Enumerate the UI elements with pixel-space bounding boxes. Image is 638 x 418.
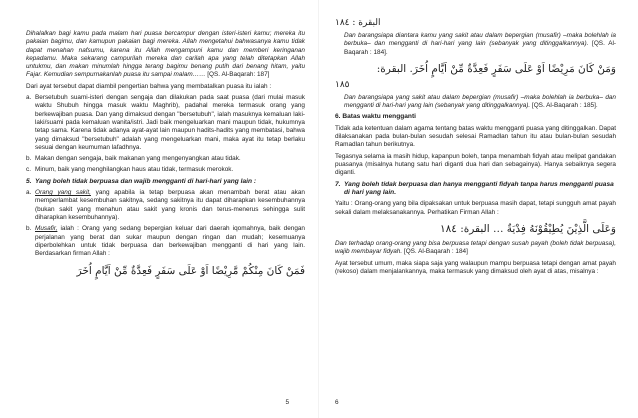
term-sick: Orang yang sakit, bbox=[35, 189, 91, 197]
list-label: b. bbox=[26, 155, 32, 163]
list-label: a. bbox=[26, 189, 32, 197]
verse-translation-text: Dan terhadap orang-orang yang bisa berpuasa tetapi dengan susah payah (boleh tidak berpuasa), wajib membayar fidyah. bbox=[335, 240, 616, 256]
verse-translation-text: Dihalalkan bagi kamu pada malam hari puasa bercampur dengan isteri-isteri kamu; mereka itu pakaian bagimu, dan kamupun pakaian bagi mereka. Allah mengetahui bahwasanya kamu tidak dapat menahan nafsumu, karena itu Allah mengampuni kamu dan memberi keringanan kepadamu. Maka sekarang campurilah mereka dan carilah apa yang telah ditetapkan Allah untukmu, dan makan minumlah hingga terang bagimu benang putih dari benang hitam, yaitu Fajar. Kemudian sempurnakanlah puasa itu sampai malam…… bbox=[26, 30, 305, 79]
list-item bbox=[26, 155, 305, 163]
term-musafir: Musafir, bbox=[35, 225, 58, 233]
paragraph: Ayat tersebut umum, maka siapa saja yang walaupun mampu berpuasa tetapi dengan amat payah (rekoso) dalam menjalankannya, maka termasuk yang dimaksud oleh ayat di atas, misalnya : bbox=[335, 259, 616, 275]
intro-paragraph: Dari ayat tersebut dapat diambil pengertian bahwa yang membatalkan puasa itu ialah : bbox=[26, 82, 272, 90]
verse-reference: [QS. Al-Baqarah : 185]. bbox=[530, 102, 598, 110]
heading-number: 5. bbox=[26, 177, 32, 185]
verse-translation bbox=[26, 30, 305, 80]
list-text: Minum, baik yang menghilangkan haus atau tidak, termasuk merokok. bbox=[35, 166, 234, 174]
page-number: 6 bbox=[335, 399, 339, 406]
verse-reference: [QS. Al-Baqarah: 187] bbox=[205, 71, 270, 79]
heading-number: 7. bbox=[335, 180, 341, 188]
paragraph: Tidak ada ketentuan dalam agama tentang batas waktu mengganti puasa yang ditinggalkan. Dapat dilaksanakan pada bulan-bulan sesudah selesai Ramadlan tahun itu atau bulan-bulan sesudah Ramadlan tahun berikutnya. bbox=[335, 124, 616, 149]
verse-reference: [QS. Al-Baqarah : 184]. bbox=[344, 40, 617, 56]
verse-reference: [QS. Al-Baqarah : 184] bbox=[402, 248, 468, 256]
right-page bbox=[319, 0, 638, 418]
list-text: Makan dengan sengaja, baik makanan yang mengenyangkan atau tidak. bbox=[35, 155, 241, 163]
paragraph: Tegasnya selama ia masih hidup, kapanpun boleh, tanpa menambah fidyah atau melipat gandakan puasanya (misalnya hutang satu hari diganti dua hari dan sebagainya). Hanya sebaiknya segera diganti. bbox=[335, 152, 616, 177]
heading-text: 6. Batas waktu mengganti bbox=[335, 113, 416, 121]
list-label: b. bbox=[26, 225, 32, 233]
page-number: 5 bbox=[285, 399, 289, 406]
verse-translation bbox=[335, 94, 616, 111]
arabic-reference: البقرة : ١٨٤ bbox=[335, 18, 381, 28]
verse-translation-text: Dan barangsiapa diantara kamu yang sakit atau dalam bepergian (musafir) –maka bolehlah ia berbuka– dan mengganti di hari-hari yang lain (sebanyak yang ditinggalkannya). bbox=[344, 32, 616, 48]
list-text: Bersetubuh suami-isteri dengan sengaja dan dilakukan pada saat puasa (dari mulai masuk waktu Shubuh hingga masuk waktu Maghrib), padahal mereka termasuk orang yang berkewajiban puasa. Dan yang dimaksud dengan "bersetubuh", ialah masuknya kemaluan laki-laki/suami pada kemaluan wanita/istri. Jadi baik mengeluarkan mani maupun tidak, hukumnya tetap sama. Karena tidak adanya ayat-ayat lain maupun hadits-hadits yang membatasi, bahwa yang dimaksud "bersetubuh" adalah yang mengeluarkan mani, maka ayat itu tetap berlaku sesuai dengan keumuman lafadhnya. bbox=[35, 94, 305, 151]
section-heading-7 bbox=[335, 181, 616, 198]
right-column bbox=[335, 18, 616, 279]
list-label: a. bbox=[26, 94, 32, 102]
left-column bbox=[26, 30, 305, 282]
list-text bbox=[35, 189, 305, 222]
term-musafir-desc: ialah : Orang yang sedang bepergian keluar dari daerah iqomahnya, baik dengan perjalanan yang berat dan sukar maupun dengan ringan dan mudah; kesemuanya diperbolehkan untuk tidak berpuasa dan berkewajiban mengganti di hari yang lain. Berdasarkan firman Allah : bbox=[35, 225, 305, 258]
list-item-musafir bbox=[26, 225, 305, 258]
list-label: c. bbox=[26, 166, 31, 174]
arabic-verse: وَعَلَى الَّذِيْنَ يُطِيْقُوْنَهُ فِدْيَةٌ … البقرة: ١٨٤ bbox=[439, 223, 616, 236]
list-text bbox=[35, 225, 305, 258]
term-sick-desc: yang apabila ia tetap berpuasa akan menambah berat atau akan memperlambat kesembuhan sakitnya, sedang sakitnya itu dapat diharapkan kesembuhannya (bukan sakit yang menahun atau sakit yang kronis dan terus-menerus sehingga sulit diharapkan kesembuhannya). bbox=[35, 189, 305, 222]
list-item bbox=[26, 94, 305, 152]
heading-text: Yang boleh tidak berpuasa dan hanya mengganti fidyah tanpa harus mengganti puasa di hari yang lain. bbox=[344, 180, 614, 197]
list-item-sick bbox=[26, 189, 305, 222]
arabic-verse-number: ١٨٥ bbox=[335, 79, 350, 90]
heading-text: Yang boleh tidak berpuasa dan wajib mengganti di hari-hari yang lain : bbox=[35, 177, 257, 185]
section-heading-5 bbox=[26, 178, 305, 186]
section-heading-6 bbox=[335, 113, 616, 121]
arabic-verse: وَمَنْ كَانَ مَرِيْضًا اَوْ عَلَى سَفَرٍ فَعِدَّةٌ مِّنْ اَيَّامٍ اُخَرَ. البقرة: bbox=[376, 62, 616, 75]
arabic-verse: فَمَنْ كَانَ مِنْكُمْ مَّرِيْضًا اَوْ عَلَى سَفَرٍ فَعِدَّةٌ مِّنْ اَيَّامٍ اُخَرَ bbox=[76, 264, 305, 277]
verse-translation bbox=[335, 32, 616, 57]
verse-translation-text: Dan barangsiapa yang sakit atau dalam bepergian (musafir) –maka bolehlah ia berbuka– dan mengganti di hari-hari yang lain (sebanyak yang ditinggalkannya). bbox=[344, 93, 616, 110]
paragraph: Yaitu : Orang-orang yang bila dipaksakan untuk berpuasa masih dapat, tetapi sungguh amat payah sekali dalam melaksanakannya. Perhatikan Firman Allah : bbox=[335, 200, 616, 216]
list-item bbox=[26, 166, 305, 174]
verse-translation bbox=[335, 240, 616, 257]
